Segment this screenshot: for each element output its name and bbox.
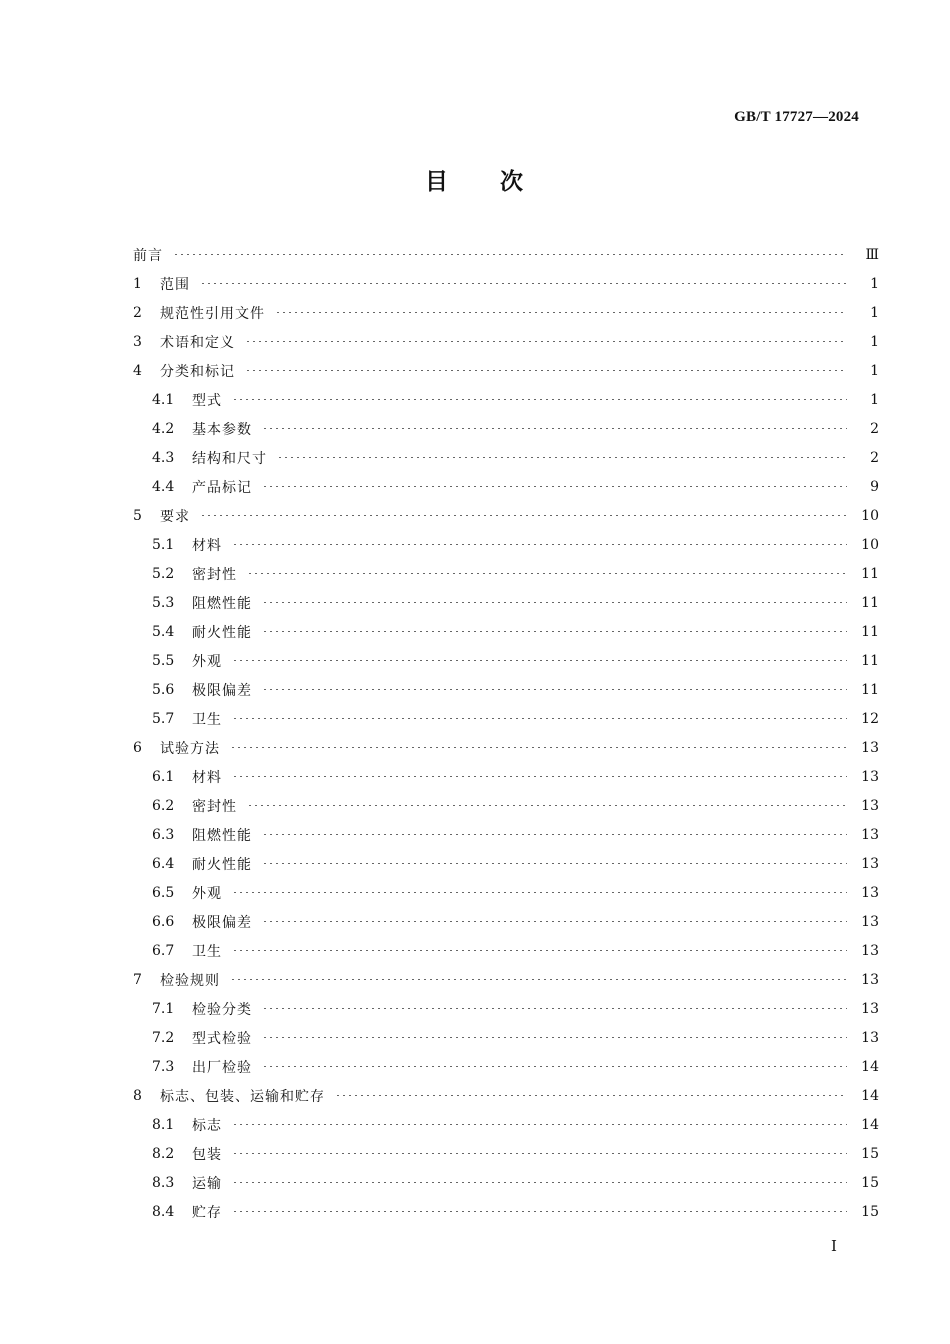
dot-leader [277, 457, 847, 458]
toc-entry-page: 1 [870, 275, 879, 292]
toc-entry-label: 产品标记 [192, 479, 252, 496]
toc-entry-page: 12 [861, 710, 879, 727]
dot-leader [232, 1153, 847, 1154]
toc-entry-label: 标志、包装、运输和贮存 [160, 1088, 325, 1105]
toc-entry-number: 7.2 [152, 1029, 175, 1046]
dot-leader [232, 1124, 847, 1125]
dot-leader [245, 370, 847, 371]
toc-entry-label: 规范性引用文件 [160, 305, 265, 322]
dot-leader [335, 1095, 847, 1096]
toc-entry-label: 外观 [192, 885, 222, 902]
toc-entry[interactable] [133, 298, 879, 327]
page-title: 目 次 [424, 168, 525, 195]
dot-leader [232, 1182, 847, 1183]
toc-entry[interactable] [133, 791, 879, 820]
toc-entry[interactable] [133, 327, 879, 356]
toc-entry-label: 卫生 [192, 711, 222, 728]
dot-leader [262, 834, 847, 835]
toc-entry-page: 1 [870, 304, 879, 321]
toc-entry-page: 9 [870, 478, 879, 495]
toc-entry[interactable] [133, 1081, 879, 1110]
toc-entry[interactable] [133, 269, 879, 298]
toc-entry[interactable] [133, 443, 879, 472]
toc-entry-label: 密封性 [192, 798, 237, 815]
toc-entry[interactable] [133, 646, 879, 675]
toc-entry[interactable] [133, 588, 879, 617]
toc-entry-number: 5.7 [152, 710, 175, 727]
toc-entry-number: 7 [133, 971, 142, 988]
toc-entry-label: 材料 [192, 537, 222, 554]
dot-leader [247, 573, 847, 574]
toc-entry[interactable] [133, 1168, 879, 1197]
toc-entry[interactable] [133, 820, 879, 849]
toc-entry[interactable] [133, 1197, 879, 1226]
toc-entry-page: 11 [861, 681, 879, 698]
toc-entry-number: 7.3 [152, 1058, 175, 1075]
toc-entry-label: 极限偏差 [192, 682, 252, 699]
toc-entry-label: 运输 [192, 1175, 222, 1192]
toc-entry[interactable] [133, 240, 879, 269]
dot-leader [262, 1066, 847, 1067]
toc-entry-number: 8.1 [152, 1116, 175, 1133]
toc-entry-label: 型式检验 [192, 1030, 252, 1047]
toc-entry-number: 1 [133, 275, 142, 292]
dot-leader [275, 312, 847, 313]
toc-entry-label: 检验分类 [192, 1001, 252, 1018]
toc-entry-label: 密封性 [192, 566, 237, 583]
dot-leader [262, 1037, 847, 1038]
toc-entry-page: 13 [861, 739, 879, 756]
toc-entry-number: 6.6 [152, 913, 175, 930]
toc-entry[interactable] [133, 704, 879, 733]
toc-entry-number: 7.1 [152, 1000, 175, 1017]
toc-entry[interactable] [133, 675, 879, 704]
toc-entry-page: 13 [861, 768, 879, 785]
toc-entry-label: 试验方法 [160, 740, 220, 757]
toc-entry[interactable] [133, 907, 879, 936]
toc-entry-page: 13 [861, 913, 879, 930]
dot-leader [230, 747, 847, 748]
dot-leader [262, 921, 847, 922]
dot-leader [232, 718, 847, 719]
toc-entry-page: 1 [870, 333, 879, 350]
toc-entry-number: 8.4 [152, 1203, 175, 1220]
dot-leader [232, 892, 847, 893]
toc-entry-label: 检验规则 [160, 972, 220, 989]
toc-entry[interactable] [133, 530, 879, 559]
dot-leader [232, 776, 847, 777]
standard-code: GB/T 17727—2024 [734, 109, 859, 125]
toc-entry-page: 13 [861, 826, 879, 843]
toc-entry-page: 13 [861, 1000, 879, 1017]
dot-leader [262, 1008, 847, 1009]
toc-entry-label: 范围 [160, 276, 190, 293]
toc-entry[interactable] [133, 733, 879, 762]
toc-entry-page: 15 [861, 1174, 879, 1191]
toc-entry-page: 11 [861, 594, 879, 611]
dot-leader [173, 254, 847, 255]
toc-entry[interactable] [133, 414, 879, 443]
toc-entry-number: 4.3 [152, 449, 175, 466]
toc-entry-number: 2 [133, 304, 142, 321]
toc-entry[interactable] [133, 936, 879, 965]
toc-entry-page: 15 [861, 1145, 879, 1162]
toc-entry-number: 8 [133, 1087, 142, 1104]
dot-leader [262, 486, 847, 487]
toc-entry[interactable] [133, 356, 879, 385]
toc-entry[interactable] [133, 1110, 879, 1139]
dot-leader [232, 660, 847, 661]
toc-entry-label: 材料 [192, 769, 222, 786]
dot-leader [232, 950, 847, 951]
table-of-contents [133, 240, 879, 1226]
dot-leader [232, 544, 847, 545]
toc-entry-page: 11 [861, 652, 879, 669]
dot-leader [247, 805, 847, 806]
toc-entry-label: 阻燃性能 [192, 595, 252, 612]
dot-leader [232, 1211, 847, 1212]
page-number: I [831, 1237, 837, 1255]
toc-entry-page: 1 [870, 362, 879, 379]
dot-leader [200, 283, 847, 284]
toc-entry-label: 结构和尺寸 [192, 450, 267, 467]
toc-entry[interactable] [133, 385, 879, 414]
toc-entry-page: Ⅲ [865, 246, 879, 263]
toc-entry-number: 6.5 [152, 884, 175, 901]
dot-leader [232, 399, 847, 400]
toc-entry-label: 前言 [133, 247, 163, 264]
toc-entry[interactable] [133, 878, 879, 907]
toc-entry-page: 14 [861, 1058, 879, 1075]
toc-entry-label: 要求 [160, 508, 190, 525]
toc-entry-number: 6.4 [152, 855, 175, 872]
toc-entry-page: 13 [861, 971, 879, 988]
toc-entry-label: 贮存 [192, 1204, 222, 1221]
dot-leader [262, 602, 847, 603]
toc-entry-number: 5.1 [152, 536, 175, 553]
toc-entry[interactable] [133, 559, 879, 588]
toc-entry-label: 耐火性能 [192, 856, 252, 873]
toc-entry[interactable] [133, 617, 879, 646]
toc-entry-page: 13 [861, 942, 879, 959]
toc-entry-label: 极限偏差 [192, 914, 252, 931]
dot-leader [262, 428, 847, 429]
toc-entry-page: 13 [861, 1029, 879, 1046]
toc-entry[interactable] [133, 1023, 879, 1052]
dot-leader [230, 979, 847, 980]
toc-entry-page: 11 [861, 623, 879, 640]
toc-entry-number: 4.4 [152, 478, 175, 495]
toc-entry[interactable] [133, 1139, 879, 1168]
toc-entry-number: 6 [133, 739, 142, 756]
dot-leader [262, 631, 847, 632]
toc-entry-label: 耐火性能 [192, 624, 252, 641]
toc-entry-label: 包装 [192, 1146, 222, 1163]
toc-entry-number: 4 [133, 362, 142, 379]
toc-entry-number: 4.2 [152, 420, 175, 437]
toc-entry-number: 5.5 [152, 652, 175, 669]
toc-entry-number: 5.3 [152, 594, 175, 611]
toc-entry-label: 型式 [192, 392, 222, 409]
toc-entry-page: 2 [870, 449, 879, 466]
toc-entry[interactable] [133, 849, 879, 878]
toc-entry-page: 1 [870, 391, 879, 408]
toc-entry[interactable] [133, 965, 879, 994]
toc-entry-page: 13 [861, 797, 879, 814]
toc-entry-page: 11 [861, 565, 879, 582]
toc-entry[interactable] [133, 1052, 879, 1081]
toc-entry-label: 术语和定义 [160, 334, 235, 351]
dot-leader [262, 863, 847, 864]
toc-entry-number: 6.3 [152, 826, 175, 843]
toc-entry-number: 5.2 [152, 565, 175, 582]
toc-entry[interactable] [133, 501, 879, 530]
toc-entry-page: 13 [861, 855, 879, 872]
toc-entry-number: 6.2 [152, 797, 175, 814]
toc-entry-page: 13 [861, 884, 879, 901]
toc-entry-label: 分类和标记 [160, 363, 235, 380]
toc-entry-page: 2 [870, 420, 879, 437]
toc-entry-number: 3 [133, 333, 142, 350]
toc-entry-page: 14 [861, 1116, 879, 1133]
toc-entry-number: 5 [133, 507, 142, 524]
toc-entry-label: 卫生 [192, 943, 222, 960]
toc-entry-label: 基本参数 [192, 421, 252, 438]
toc-entry[interactable] [133, 472, 879, 501]
toc-entry-page: 15 [861, 1203, 879, 1220]
toc-entry[interactable] [133, 762, 879, 791]
dot-leader [262, 689, 847, 690]
toc-entry-number: 6.1 [152, 768, 175, 785]
toc-entry-page: 10 [861, 507, 879, 524]
toc-entry-label: 阻燃性能 [192, 827, 252, 844]
toc-entry-number: 5.6 [152, 681, 175, 698]
toc-entry-page: 10 [861, 536, 879, 553]
toc-entry-page: 14 [861, 1087, 879, 1104]
toc-entry-label: 出厂检验 [192, 1059, 252, 1076]
dot-leader [245, 341, 847, 342]
toc-entry[interactable] [133, 994, 879, 1023]
toc-entry-number: 8.2 [152, 1145, 175, 1162]
dot-leader [200, 515, 847, 516]
toc-entry-number: 6.7 [152, 942, 175, 959]
toc-entry-label: 标志 [192, 1117, 222, 1134]
toc-entry-label: 外观 [192, 653, 222, 670]
toc-entry-number: 4.1 [152, 391, 175, 408]
toc-entry-number: 5.4 [152, 623, 175, 640]
toc-entry-number: 8.3 [152, 1174, 175, 1191]
